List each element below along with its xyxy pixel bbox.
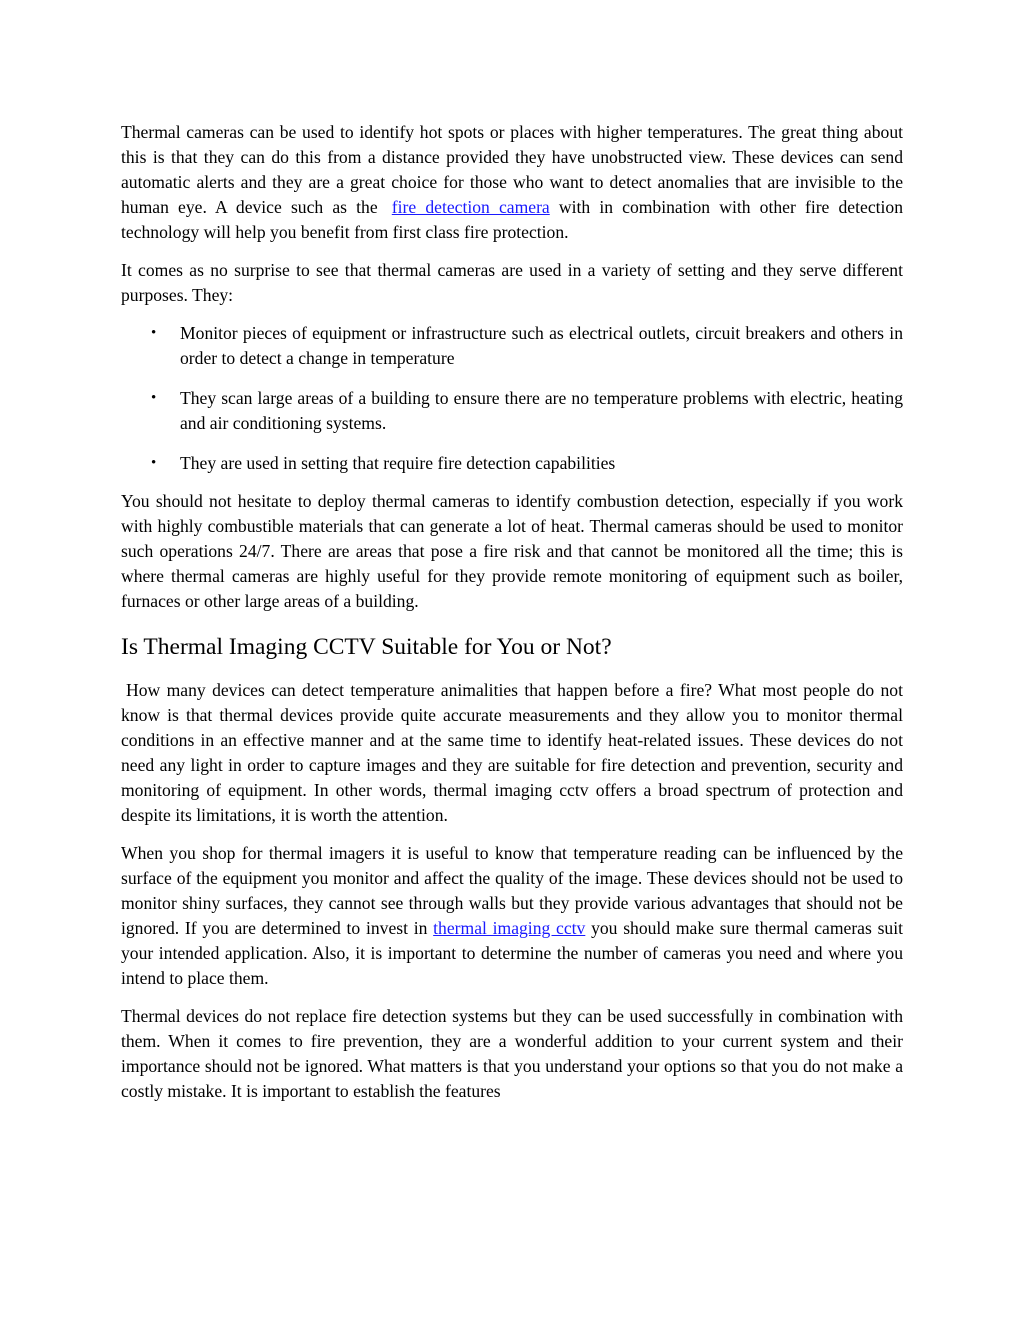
combustion-paragraph: You should not hesitate to deploy thermal cameras to identify combustion detection, especially if you work with highly combustible materials that can generate a lot of heat. Thermal cameras should be used to monitor such operations 24/7. There are areas that pose a fire risk and that cannot be monitored all the time; this is where thermal cameras are highly useful for they provide remote monitoring of equipment such as boiler, furnaces or other large areas of a building. xyxy=(121,491,903,611)
intro-text-after-link: with in combination with other fire detection technology will help you benefit from first class fire protection. xyxy=(121,197,903,242)
list-item-text: They are used in setting that require fire detection capabilities xyxy=(180,453,616,473)
intro-text-before-link: Thermal cameras can be used to identify hot spots or places with higher temperatures. The great thing about this is that they can do this from a distance provided they have unobstructed view. These devices can send automatic alerts and they are a great choice for those who want to detect anomalies that are invisible to the human eye. A device such as the xyxy=(121,122,903,217)
bullet-icon: • xyxy=(151,455,157,471)
bullet-icon: • xyxy=(151,325,157,341)
uses-bullet-list xyxy=(121,321,903,476)
detect-paragraph: How many devices can detect temperature animalities that happen before a fire? What most people do not know is that thermal devices provide quite accurate measurements and they allow you to monitor thermal conditions in an effective manner and at the same time to identify heat-related issues. These devices do not need any light in order to capture images and they are suitable for fire detection and prevention, security and monitoring of equipment. In other words, thermal imaging cctv offers a broad spectrum of protection and despite its limitations, it is worth the attention. xyxy=(121,680,903,825)
shop-paragraph xyxy=(121,841,903,991)
thermal-imaging-cctv-link[interactable]: thermal imaging cctv xyxy=(433,918,586,938)
list-item xyxy=(121,451,903,476)
list-item xyxy=(121,321,903,371)
shop-text-before-link: When you shop for thermal imagers it is useful to know that temperature reading can be influenced by the surface of the equipment you monitor and affect the quality of the image. These devices should not be used to monitor shiny surfaces, they cannot see through walls but they provide various advantages that should not be ignored. If you are determined to invest in xyxy=(121,843,903,938)
section-heading: Is Thermal Imaging CCTV Suitable for You or Not? xyxy=(121,634,612,660)
uses-intro-paragraph: It comes as no surprise to see that thermal cameras are used in a variety of setting and they serve different purposes. They: xyxy=(121,260,903,305)
list-item xyxy=(121,386,903,436)
intro-paragraph xyxy=(121,120,903,245)
bullet-icon: • xyxy=(151,390,157,406)
final-paragraph: Thermal devices do not replace fire detection systems but they can be used successfully in combination with them. When it comes to fire prevention, they are a wonderful addition to your current system and their importance should not be ignored. What matters is that you understand your options so that you do not make a costly mistake. It is important to establish the features xyxy=(121,1006,903,1101)
shop-text-after-link: you should make sure thermal cameras suit your intended application. Also, it is important to determine the number of cameras you need and where you intend to place them. xyxy=(121,918,903,988)
fire-detection-camera-link[interactable]: fire detection camera xyxy=(391,197,550,217)
list-item-text: They scan large areas of a building to ensure there are no temperature problems with electric, heating and air conditioning systems. xyxy=(180,388,903,433)
document-page xyxy=(121,120,903,1117)
list-item-text: Monitor pieces of equipment or infrastructure such as electrical outlets, circuit breakers and others in order to detect a change in temperature xyxy=(180,323,903,368)
